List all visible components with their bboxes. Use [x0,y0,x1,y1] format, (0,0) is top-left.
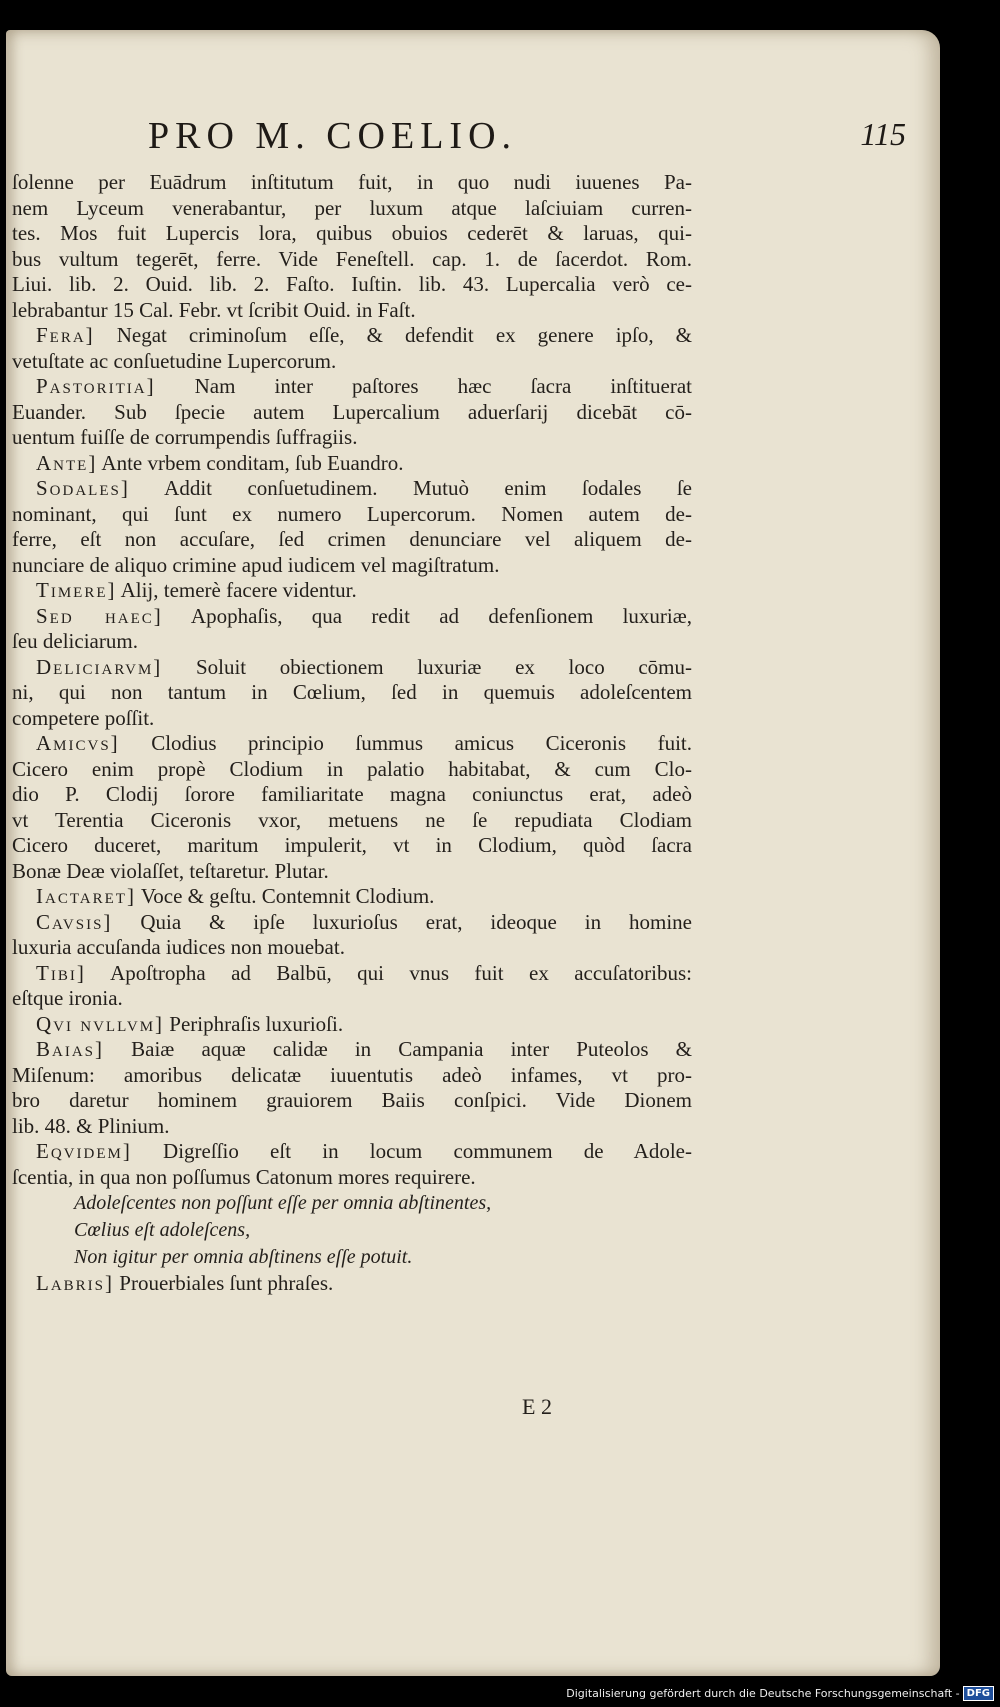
text-line [12,170,692,196]
line-text: vt Terentia Ciceronis vxor, metuens ne ſe repudiata Clodiam [12,807,692,832]
line-text: Bonæ Deæ violaſſet, teſtaretur. Plutar. [12,858,329,883]
text-line [12,655,692,681]
lemma: Fera] [36,323,95,347]
text-line [12,859,692,885]
page-number: 115 [860,116,906,152]
line-text: uentum fuiſſe de corrumpendis ſuffragiis. [12,425,358,449]
text-line [12,298,692,324]
lemma: Iactaret] [36,884,136,908]
lemma: Qvi nvllvm] [36,1011,165,1036]
text-line [12,961,692,987]
text-line [12,1088,692,1114]
text-line [12,451,692,477]
book-page [6,30,940,1676]
text-line [12,272,692,298]
text-line [12,1139,692,1165]
line-text: Clodius principio ſummus amicus Ciceronis fuit. [119,731,692,755]
lemma: Ante] [36,450,98,475]
line-text: vetuſtate ac conſuetudine Lupercorum. [12,348,337,373]
line-text: Soluit obiectionem luxuriæ ex loco cōmu- [162,654,692,679]
lemma: Timere] [36,578,117,602]
line-text: bro daretur hominem grauiorem Baiis conſpici. Vide Dionem [12,1088,692,1112]
text-line [12,731,692,757]
text-line [12,400,692,426]
text-line [12,578,692,604]
text-line [12,833,692,859]
text-line [12,221,692,247]
text-line [12,884,692,910]
text-line [12,476,692,502]
line-text: lib. 48. & Plinium. [12,1113,170,1138]
commentary-text [12,170,692,1297]
text-line [12,425,692,451]
text-line [12,910,692,936]
line-text: Quia & ipſe luxurioſus erat, ideoque in homine [112,909,692,934]
line-text: Miſenum: amoribus delicatæ iuuentutis adeò infames, vt pro- [12,1062,692,1087]
text-line [12,323,692,349]
syllogism-line: Cœlius eſt adoleſcens, [74,1219,251,1241]
catchword: E 2 [522,1394,552,1419]
text-line [12,1114,692,1140]
lemma: Tibi] [36,960,86,985]
line-text: Alij, temerè facere videntur. [116,578,357,602]
text-line [12,935,692,961]
line-text: Cicero enim propè Clodium in palatio habitabat, & cum Clo- [12,756,692,781]
line-text: ſcentia, in qua non poſſumus Catonum mores requirere. [12,1164,476,1189]
text-line [12,706,692,732]
line-text: ſolenne per Euādrum inſtitutum fuit, in quo nudi iuuenes Pa- [12,170,692,194]
lemma: Cavsis] [36,909,113,934]
text-line [12,349,692,375]
text-line [12,247,692,273]
text-line [12,808,692,834]
text-line [12,1063,692,1089]
text-line [12,680,692,706]
line-text: nem Lyceum venerabantur, per luxum atque laſciuiam curren- [12,195,692,220]
line-text: Liui. lib. 2. Ouid. lib. 2. Faſto. Iuſtin. lib. 43. Lupercalia verò ce- [12,272,692,296]
line-text: nominant, qui ſunt ex numero Lupercorum. Nomen autem de- [12,501,692,526]
line-text: ſeu deliciarum. [12,629,138,653]
text-line [12,986,692,1012]
text-line [12,374,692,400]
text-line [12,502,692,528]
line-text: ni, qui non tantum in Cœlium, ſed in quemuis adoleſcentem [12,680,692,704]
line-text: Voce & geſtu. Contemnit Clodium. [135,884,435,908]
text-line [12,629,692,655]
text-line [12,196,692,222]
line-text: Prouerbiales ſunt phraſes. [114,1271,334,1295]
text-line [12,1165,692,1191]
running-head: PRO M. COELIO. [148,115,518,157]
line-text: Apophaſis, qua redit ad defenſionem luxuriæ, [162,603,692,628]
lemma: Sed haec] [36,603,163,628]
line-text: competere poſſit. [12,705,155,730]
lemma: Baias] [36,1037,105,1061]
syllogism-line: Non igitur per omnia abſtinens eſſe potuit. [74,1246,413,1268]
text-line [12,1271,692,1297]
line-text: lebrabantur 15 Cal. Febr. vt ſcribit Ouid. in Faſt. [12,297,416,322]
footer [566,1686,994,1701]
lemma: Amicvs] [36,731,120,755]
line-text: Addit conſuetudinem. Mutuò enim ſodales ſe [129,476,692,500]
line-text: Cicero duceret, maritum impulerit, vt in Clodium, quòd ſacra [12,833,692,857]
line-text: Apoſtropha ad Balbū, qui vnus fuit ex accuſatoribus: [85,960,692,985]
line-text: bus vultum tegerēt, ferre. Vide Feneſtell. cap. 1. de ſacerdot. Rom. [12,246,692,271]
line-text: luxuria accuſanda iudices non mouebat. [12,935,345,959]
line-text: dio P. Clodij ſorore familiaritate magna coniunctus erat, adeò [12,782,692,806]
lemma: Deliciarvm] [36,654,163,679]
text-line [12,782,692,808]
page-header [116,108,936,168]
text-line [12,527,692,553]
line-text: Nam inter paſtores hæc ſacra inſtituerat [155,374,692,398]
line-text: Ante vrbem conditam, ſub Euandro. [97,450,404,475]
text-line [12,604,692,630]
line-text: tes. Mos fuit Lupercis lora, quibus obuios cederēt & laruas, qui- [12,221,692,245]
lemma: Labris] [36,1271,115,1295]
line-text: Digreſſio eſt in locum communem de Adole- [131,1139,692,1163]
line-text: Euander. Sub ſpecie autem Lupercalium aduerſarij dicebāt cō- [12,399,692,424]
line-text: Periphraſis luxurioſi. [164,1011,344,1036]
line-text: nunciare de aliquo crimine apud iudicem vel magiſtratum. [12,552,500,577]
dfg-logo: DFG [963,1686,994,1701]
lemma: Pastoritia] [36,374,156,398]
line-text: Baiæ aquæ calidæ in Campania inter Puteolos & [104,1037,692,1061]
syllogism-line: Adoleſcentes non poſſunt eſſe per omnia abſtinentes, [74,1192,492,1214]
line-text: Negat criminoſum eſſe, & defendit ex genere ipſo, & [94,323,692,347]
text-line [12,1037,692,1063]
text-line [12,757,692,783]
footer-credit: Digitalisierung gefördert durch die Deutsche Forschungsgemeinschaft - [566,1687,960,1700]
line-text: ferre, eſt non accuſare, ſed crimen denunciare vel aliquem de- [12,527,692,551]
lemma: Eqvidem] [36,1139,132,1163]
text-line [12,553,692,579]
line-text: eſtque ironia. [12,986,123,1010]
lemma: Sodales] [36,476,130,500]
text-line [12,1012,692,1038]
